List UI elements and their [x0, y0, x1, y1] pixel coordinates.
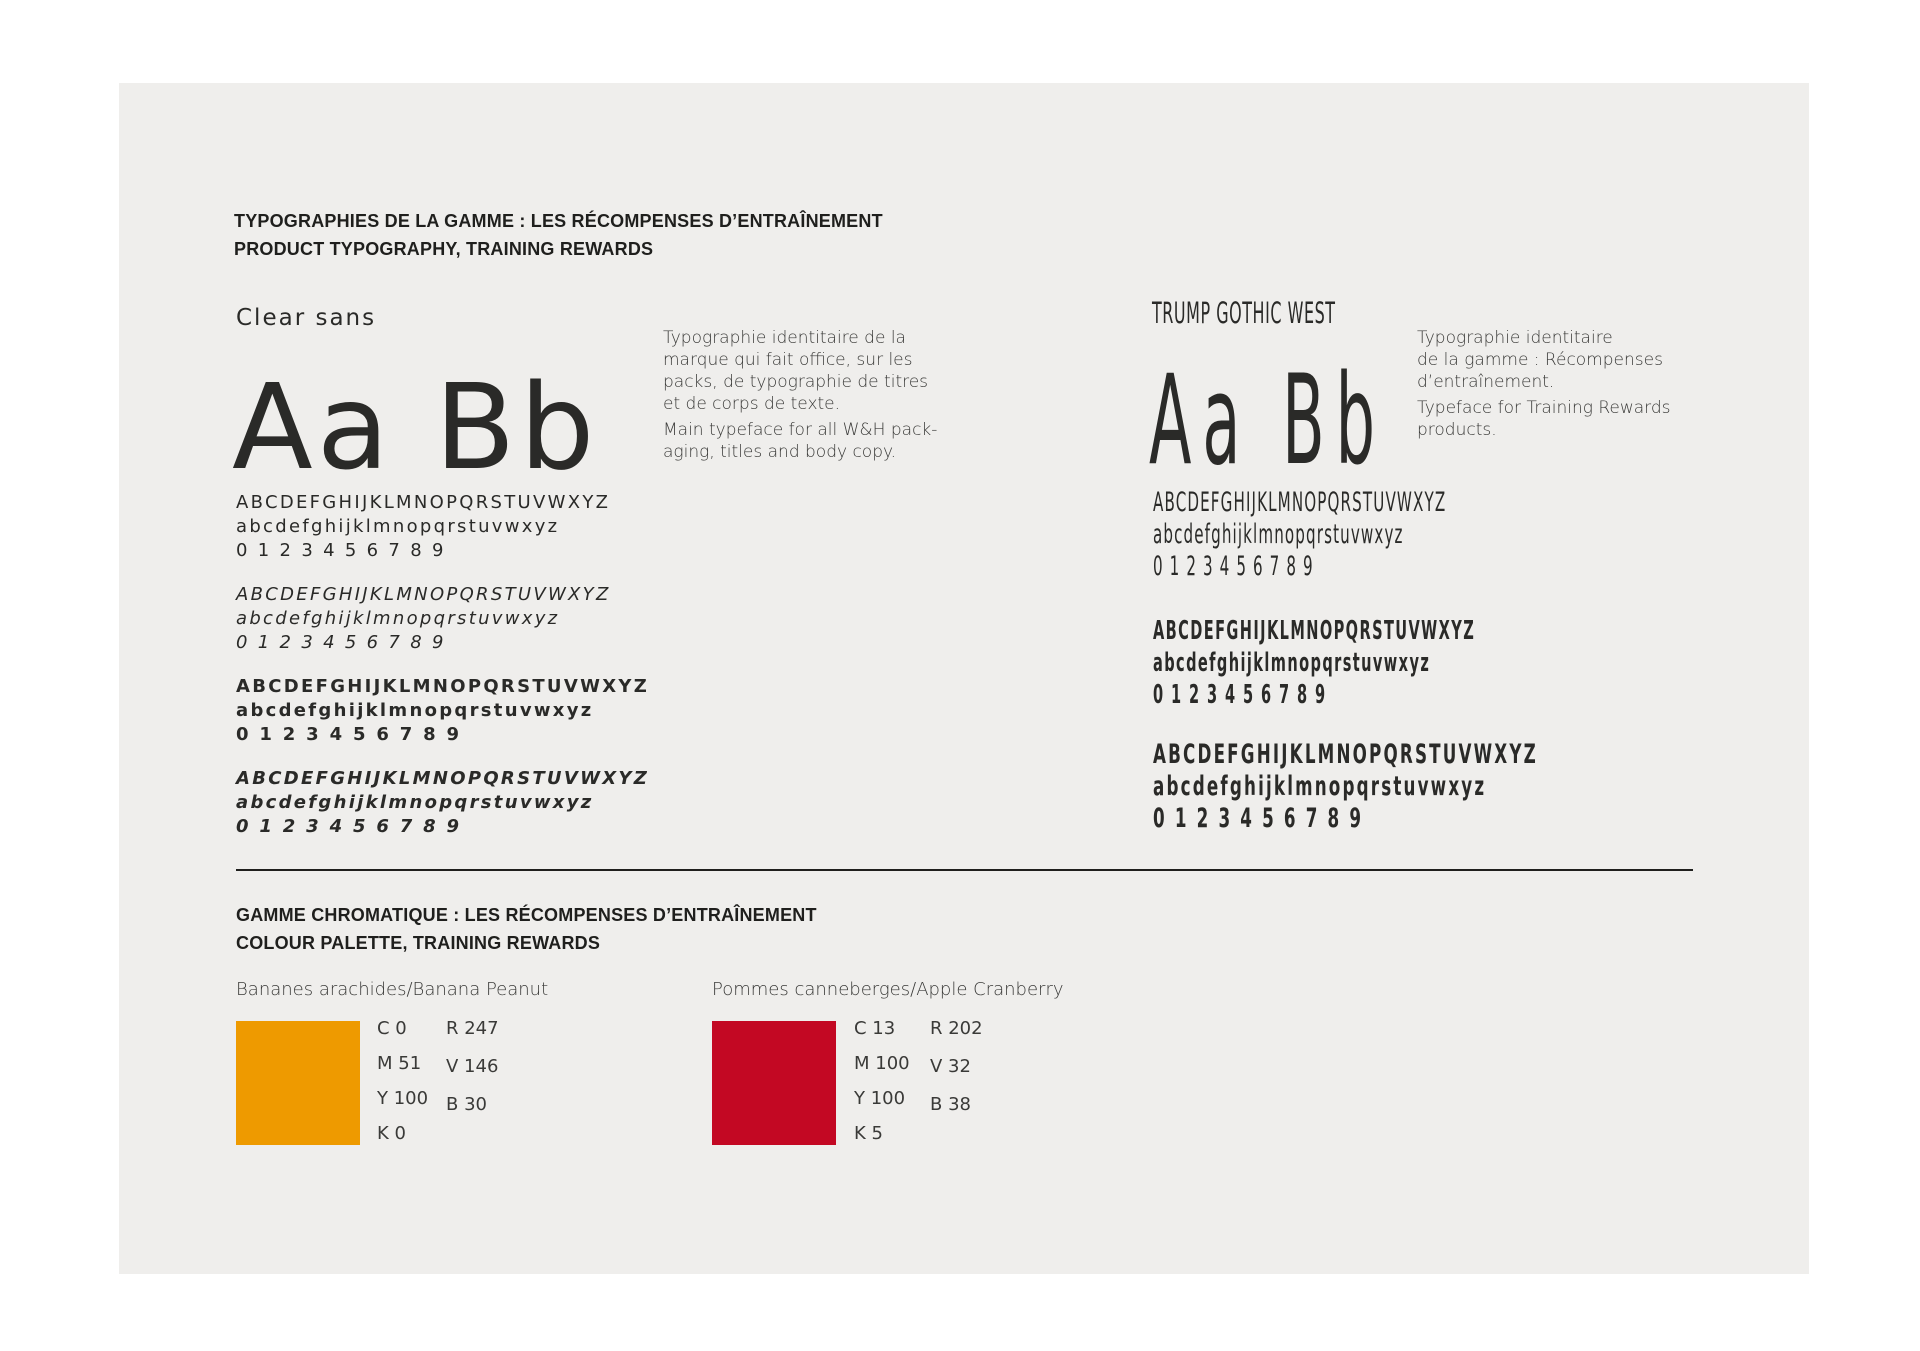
trump-gothic-medium-set — [1153, 615, 1475, 711]
charset-lower: abcdefghijklmnopqrstuvwxyz — [236, 516, 560, 537]
clear-sans-regular-set — [236, 491, 610, 563]
typography-heading-en: PRODUCT TYPOGRAPHY, TRAINING REWARDS — [234, 239, 654, 259]
charset-lower: abcdefghijklmnopqrstuvwxyz — [236, 608, 560, 629]
charset-upper: ABCDEFGHIJKLMNOPQRSTUVWXYZ — [1153, 487, 1447, 518]
color-swatch-banana-peanut — [236, 1021, 360, 1145]
desc-line: Typeface for Training Rewards — [1417, 398, 1671, 418]
trump-gothic-description-en — [1417, 397, 1671, 441]
desc-line: Typographie identitaire de la — [663, 328, 906, 348]
clear-sans-sample: Aa Bb — [232, 358, 599, 496]
trump-gothic-description — [1417, 327, 1671, 445]
desc-line: Main typeface for all W&H pack- — [663, 420, 938, 440]
clear-sans-description-en — [663, 419, 937, 463]
charset-digits: 0 1 2 3 4 5 6 7 8 9 — [236, 816, 462, 837]
desc-line: Typographie identitaire — [1417, 328, 1613, 348]
color-name-banana-peanut: Bananes arachides/Banana Peanut — [236, 979, 549, 1000]
charset-digits: 0 1 2 3 4 5 6 7 8 9 — [1153, 680, 1327, 710]
clear-sans-bold-italic-set — [236, 767, 649, 839]
cmyk-values-apple-cranberry — [854, 1019, 910, 1159]
desc-line: packs, de typographie de titres — [663, 372, 929, 392]
charset-digits: 0 1 2 3 4 5 6 7 8 9 — [236, 540, 446, 561]
trump-gothic-name: TRUMP GOTHIC WEST — [1152, 296, 1336, 330]
charset-digits: 0 1 2 3 4 5 6 7 8 9 — [236, 724, 462, 745]
clear-sans-description-fr — [663, 327, 937, 415]
charset-upper: ABCDEFGHIJKLMNOPQRSTUVWXYZ — [236, 584, 611, 605]
rgb-b: B 30 — [446, 1094, 487, 1115]
rgb-r: R 247 — [446, 1018, 499, 1039]
charset-lower: abcdefghijklmnopqrstuvwxyz — [1153, 519, 1404, 550]
charset-upper: ABCDEFGHIJKLMNOPQRSTUVWXYZ — [236, 676, 650, 697]
typography-heading-fr: TYPOGRAPHIES DE LA GAMME : LES RÉCOMPENSES D’ENTRAÎNEMENT — [234, 211, 883, 231]
typography-heading — [234, 207, 883, 263]
rgb-v: V 146 — [446, 1056, 499, 1077]
cmyk-y: Y 100 — [854, 1088, 906, 1109]
clear-sans-description — [663, 327, 937, 467]
charset-lower: abcdefghijklmnopqrstuvwxyz — [236, 792, 594, 813]
color-name-apple-cranberry: Pommes canneberges/Apple Cranberry — [712, 979, 1064, 1000]
desc-line: de la gamme : Récompenses — [1417, 350, 1663, 370]
palette-heading-fr: GAMME CHROMATIQUE : LES RÉCOMPENSES D’ENTRAÎNEMENT — [236, 905, 817, 925]
charset-lower: abcdefghijklmnopqrstuvwxyz — [236, 700, 594, 721]
rgb-values-apple-cranberry — [930, 1019, 983, 1133]
rgb-v: V 32 — [930, 1056, 971, 1077]
charset-digits: 0 1 2 3 4 5 6 7 8 9 — [1153, 551, 1314, 582]
desc-line: products. — [1417, 420, 1497, 440]
charset-lower: abcdefghijklmnopqrstuvwxyz — [1153, 771, 1487, 802]
clear-sans-name: Clear sans — [236, 305, 377, 331]
cmyk-values-banana-peanut — [377, 1019, 428, 1159]
palette-heading-en: COLOUR PALETTE, TRAINING REWARDS — [236, 933, 601, 953]
desc-line: d’entraînement. — [1417, 372, 1555, 392]
rgb-r: R 202 — [930, 1018, 983, 1039]
clear-sans-italic-set — [236, 583, 611, 655]
charset-upper: ABCDEFGHIJKLMNOPQRSTUVWXYZ — [1153, 739, 1538, 770]
color-swatch-apple-cranberry — [712, 1021, 836, 1145]
palette-heading — [236, 901, 817, 957]
spec-sheet — [119, 83, 1809, 1274]
cmyk-k: K 5 — [854, 1123, 883, 1144]
cmyk-c: C 0 — [377, 1018, 407, 1039]
trump-gothic-bold-set — [1153, 739, 1538, 835]
clear-sans-bold-set — [236, 675, 649, 747]
cmyk-k: K 0 — [377, 1123, 406, 1144]
desc-line: aging, titles and body copy. — [663, 442, 897, 462]
charset-upper: ABCDEFGHIJKLMNOPQRSTUVWXYZ — [236, 492, 611, 513]
cmyk-y: Y 100 — [377, 1088, 429, 1109]
section-divider — [236, 869, 1693, 871]
trump-gothic-description-fr — [1417, 327, 1671, 393]
rgb-b: B 38 — [930, 1094, 971, 1115]
cmyk-c: C 13 — [854, 1018, 896, 1039]
cmyk-m: M 100 — [854, 1053, 910, 1074]
charset-digits: 0 1 2 3 4 5 6 7 8 9 — [1153, 803, 1364, 834]
trump-gothic-regular-set — [1153, 487, 1446, 583]
charset-upper: ABCDEFGHIJKLMNOPQRSTUVWXYZ — [236, 768, 650, 789]
charset-lower: abcdefghijklmnopqrstuvwxyz — [1153, 648, 1431, 678]
desc-line: marque qui fait office, sur les — [663, 350, 913, 370]
trump-gothic-sample: Aa Bb — [1149, 349, 1387, 493]
cmyk-m: M 51 — [377, 1053, 422, 1074]
charset-digits: 0 1 2 3 4 5 6 7 8 9 — [236, 632, 446, 653]
rgb-values-banana-peanut — [446, 1019, 499, 1133]
desc-line: et de corps de texte. — [663, 394, 841, 414]
charset-upper: ABCDEFGHIJKLMNOPQRSTUVWXYZ — [1153, 616, 1476, 646]
